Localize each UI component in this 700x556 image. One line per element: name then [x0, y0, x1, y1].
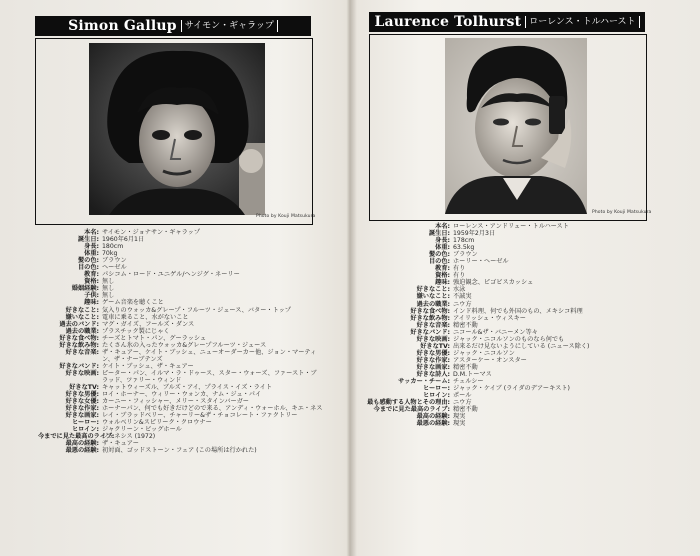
profile-row: 最悪の経験: 初対面、ゴッドストーン・フェア (この場所は行かれた) — [65, 447, 257, 455]
profile-row: 目の色: ヘーゼル — [77, 264, 127, 272]
profile-row: 教育: 有り — [435, 265, 466, 273]
profile-row: 好きな映画: ジャック・ニコルソンのものなら何でも — [416, 335, 565, 343]
profile-row: 好きな食べ物: インド料理、何でも外国のもの、メキシコ料理 — [410, 307, 583, 315]
right-name-en: Laurence Tolhurst — [374, 14, 522, 30]
right-name-header — [369, 12, 645, 32]
profile-row: 好きな映画: ピーター・パン、イルマ・ラ・ドゥース、スター・ウォーズ、ファースト・ブラッド、ツァリー・ウィンド — [65, 369, 317, 384]
profile-row: 教育: パシコム・ロード・ユニゲル/ヘンジグ・ネーリー — [84, 271, 240, 279]
right-profile — [362, 223, 589, 427]
profile-row: 好きな作家: アスターケー・オンスター — [416, 356, 527, 364]
profile-row: 本名: ローレンス・アンドリュー・トルハースト — [435, 223, 569, 230]
left-profile — [38, 229, 322, 455]
left-name-header — [35, 16, 311, 36]
left-page — [0, 0, 348, 556]
profile-row: 趣味: 強迫観念、ピゴビスカッシュ — [435, 279, 534, 287]
profile-row: 好きなこと: 気入りのウォッカ&グレープ・フルーツ・ジュース、バター・トップ — [65, 306, 291, 314]
profile-row: 好きな男優: ロイ・ホーナー、ウィリー・ウォンカ、ナム・ジュ・パイ — [65, 391, 262, 399]
profile-row: 過去の職業: ニウ方 — [416, 300, 472, 308]
profile-row: 今までに見た最高のライブ: ジェネシス (1972) — [38, 433, 156, 441]
profile-row: ヒーロー: ジャック・ケイブ (ライダのデアーキスト) — [423, 385, 570, 393]
profile-row: 最高の経験: ザ・キュアー — [65, 440, 139, 448]
profile-row: ヒロイン: ポール — [422, 392, 472, 400]
profile-row: 体重: 63.5kg — [435, 244, 475, 252]
profile-row: 最も感動する人物とその理由: ニウ方 — [367, 399, 472, 407]
profile-row: 身長: 178cm — [435, 237, 475, 245]
profile-row: 目の色: ホーリー・ヘーゼル — [428, 258, 509, 266]
right-photo-credit: Photo by Kouji Matsukura — [592, 210, 652, 215]
profile-row: ヒロイン: ジャクリーン・ビッグホール — [71, 426, 182, 434]
profile-row: 誕生日: 1960年6月1日 — [77, 236, 145, 244]
profile-row: 趣味: ゲーム音楽を聴くこと — [84, 299, 164, 307]
profile-row: 誕生日: 1959年2月3日 — [428, 230, 496, 238]
profile-row: 本名: サイモン・ジョナサン・ギャラップ — [84, 229, 201, 236]
profile-row: 嫌いなこと: 電車に乗ること、水がないこと — [65, 313, 189, 321]
profile-row: 今までに見た最高のライブ: 精密不動 — [373, 406, 478, 414]
profile-row: 好きなこと: 水泳 — [416, 286, 466, 294]
profile-row: 過去のバンド: マグ・ガイズ、フールズ・ダンス — [59, 320, 195, 328]
profile-row: 好きな飲み物: たくさん氷の入ったウォッカ&グレープフルーツ・ジュース — [59, 341, 267, 349]
left-name-en: Simon Gallup — [68, 18, 177, 34]
profile-row: 過去の職業: プラスチック製にじゃく — [65, 327, 170, 335]
profile-row: 身長: 180cm — [84, 243, 124, 251]
profile-row: 好きな音楽: 精密不動 — [416, 321, 478, 329]
profile-row: 好きな飲み物: アイリッシュ・ウィスキー — [410, 314, 526, 322]
profile-row: ヒーロー: ウォルベリン&スピリーク・クロウナー — [72, 419, 212, 427]
profile-row: 好きなバンド: ケイト・ブッシュ、ザ・キュアー — [59, 362, 194, 370]
profile-row: 好きな画家: レイ・ブラッドベリー、チャーリー&ザ・チョコレート・ファクトリー — [65, 412, 298, 420]
profile-row: 好きなTV: 出来るだけ見ないようにしている (ニュース除く) — [420, 342, 590, 350]
profile-row: 嫌いなこと: 不誠実 — [416, 293, 472, 301]
profile-row: サッカー・チーム: チェルシー — [398, 378, 484, 386]
profile-row: 資格: 無し — [84, 278, 115, 286]
profile-row: 髪の色: ブラウン — [77, 257, 127, 265]
profile-row: 好きな画家: 精密不動 — [416, 363, 478, 371]
profile-row: 最悪の経験: 現実 — [416, 420, 466, 428]
profile-row: 髪の色: ブラウン — [428, 251, 478, 259]
right-page — [352, 0, 700, 556]
simon-gallup-photo — [89, 43, 265, 215]
profile-row: 体重: 70kg — [84, 250, 118, 258]
profile-row: 好きなバンド: ニコール&ザ・バニーメン等々 — [410, 328, 538, 336]
profile-row: 子供: 無し — [84, 292, 115, 300]
right-name-jp: ローレンス・トルハースト — [525, 16, 639, 28]
profile-row: 資格: 有り — [435, 272, 466, 280]
profile-row: 好きな作家: ホーナーパン、何でも好きだけどので来る、アンディ・ウォーホル、キエ・ネス — [65, 405, 323, 413]
profile-row: 最高の経験: 現実 — [416, 413, 466, 421]
profile-row: 好きなTV: キャットウィーズル、ブルズ・アイ、プライス・イズ・ライト — [69, 384, 273, 392]
profile-row: 好きな食べ物: チーズとトマト・パン、グーラッシュ — [59, 334, 207, 342]
profile-row: 婚姻経験: 無し — [71, 285, 115, 293]
profile-row: 好きな男優: ジャック・ニコルソン — [416, 349, 515, 357]
profile-row: 好きな女優: カーニー・フィッシャー、メリー・スタインバーガー — [65, 398, 249, 406]
laurence-tolhurst-photo — [445, 38, 587, 214]
profile-row: 好きな詩人: D.M.トーマス — [416, 370, 492, 378]
left-name-jp: サイモン・ギャラップ — [181, 20, 278, 32]
profile-row: 好きな音楽: ザ・キュアー、ケイト・ブッシュ、ニューオーダーカー他、ジョン・マーティン、ザ・ナーブテンズ — [65, 348, 317, 363]
left-photo-credit: Photo by Kouji Matsukura — [256, 214, 316, 219]
